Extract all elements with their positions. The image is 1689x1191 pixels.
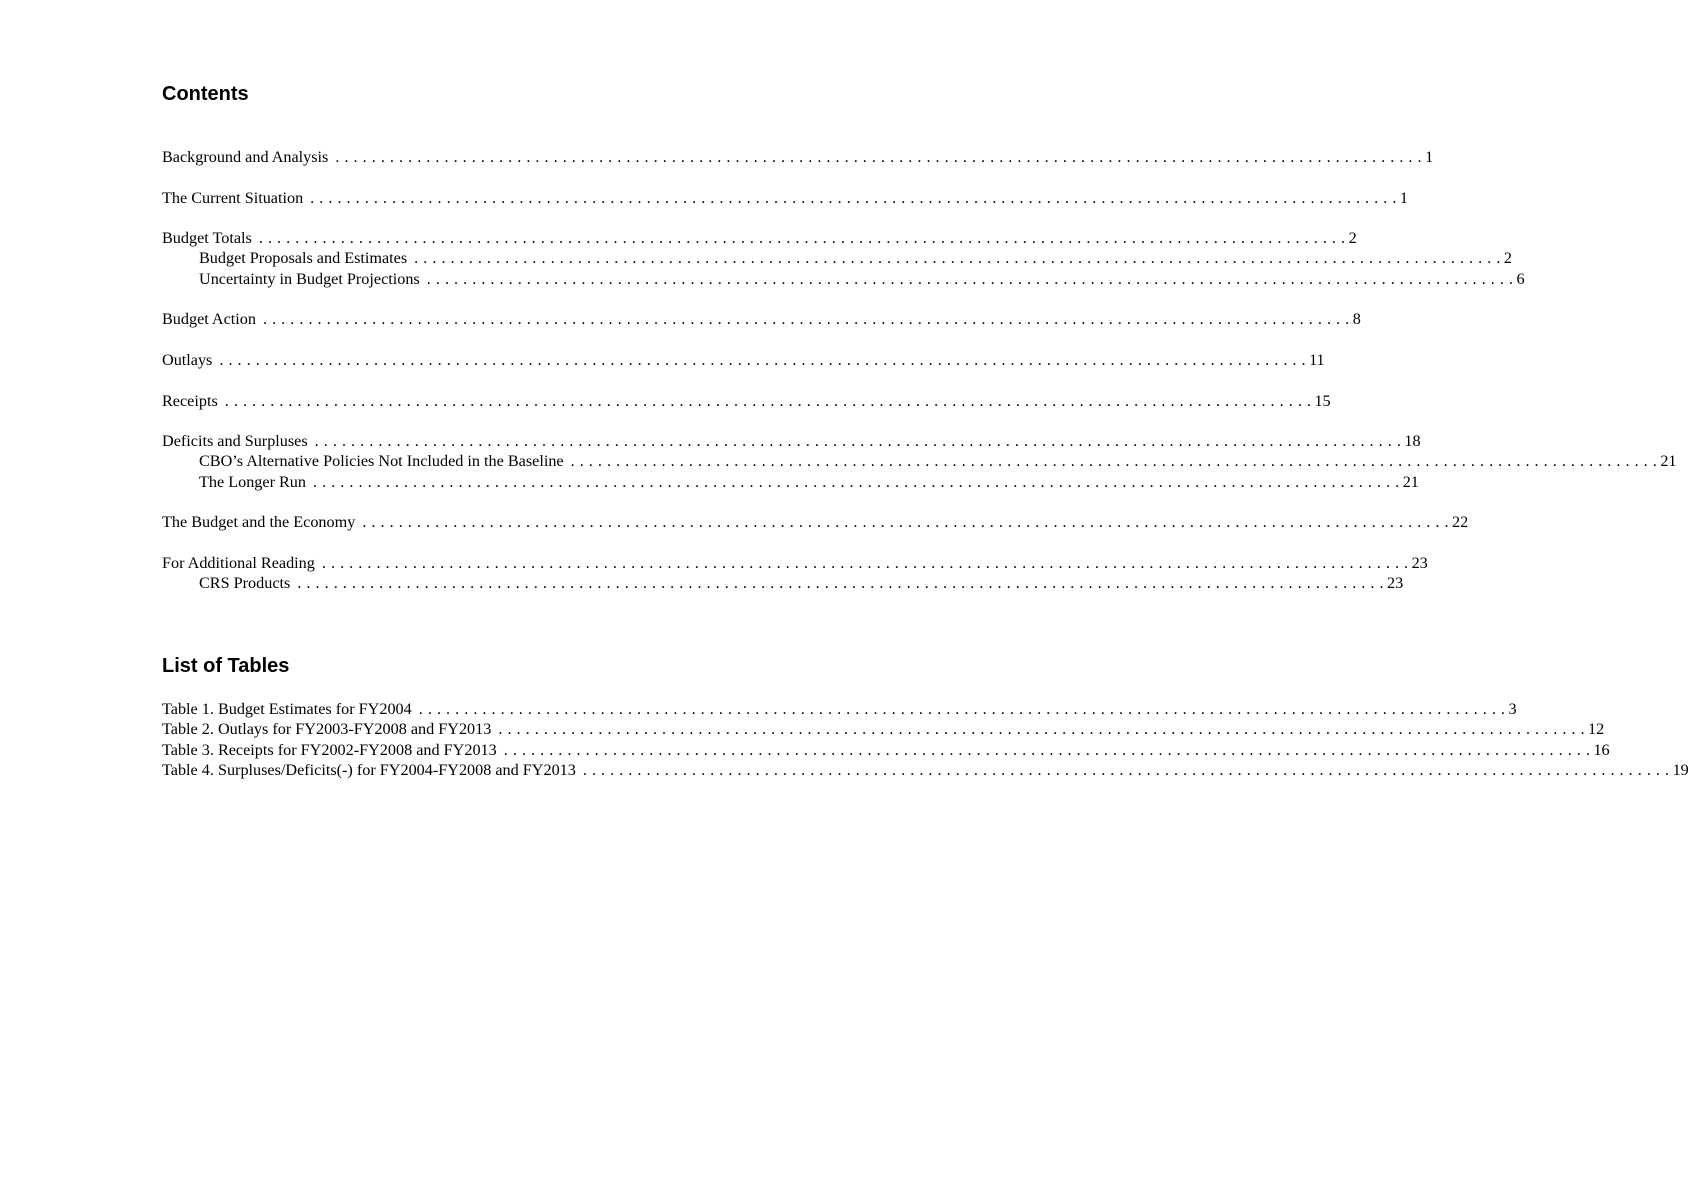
toc-entry-title: For Additional Reading [162,553,315,572]
table-entry[interactable] [162,719,1605,739]
list-of-tables [162,699,1689,780]
dot-leader: . . . . . . . . . . . . . . . . . . . . . . . . . . . . . . . . . . . . . . . . . . . . . . . . . . . . . . . . . . . . . . . . . . . . . . . . . . . . . . . . . . . . . . . . . . . . . . . . . . . . . . . . . . . . . . . . . . . . . . . . [321,553,1409,572]
toc-entry-page: 1 [1425,148,1434,166]
toc-entry-title: Deficits and Surpluses [162,432,308,451]
table-entry-page: 19 [1672,760,1689,779]
toc-entry[interactable] [162,553,1428,573]
dot-leader: . . . . . . . . . . . . . . . . . . . . . . . . . . . . . . . . . . . . . . . . . . . . . . . . . . . . . . . . . . . . . . . . . . . . . . . . . . . . . . . . . . . . . . . . . . . . . . . . . . . . . . . . . . . . . . . . . . . . . . . . [414,249,1501,268]
toc-subentry[interactable] [162,248,1512,268]
dot-leader: . . . . . . . . . . . . . . . . . . . . . . . . . . . . . . . . . . . . . . . . . . . . . . . . . . . . . . . . . . . . . . . . . . . . . . . . . . . . . . . . . . . . . . . . . . . . . . . . . . . . . . . . . . . . . . . . . . . . . . . . [570,452,1658,471]
table-entry-title: Table 4. Surpluses/Deficits(-) for FY2004-FY2008 and FY2013 [162,760,576,779]
toc-entry[interactable] [162,147,1434,167]
toc-entry-page: 23 [1411,553,1428,572]
toc-entry-title: Budget Totals [162,229,252,248]
toc-entry[interactable] [162,228,1357,248]
toc-subentry[interactable] [162,451,1677,471]
dot-leader: . . . . . . . . . . . . . . . . . . . . . . . . . . . . . . . . . . . . . . . . . . . . . . . . . . . . . . . . . . . . . . . . . . . . . . . . . . . . . . . . . . . . . . . . . . . . . . . . . . . . . . . . . . . . . . . . . . . . . . . . [498,720,1586,739]
dot-leader: . . . . . . . . . . . . . . . . . . . . . . . . . . . . . . . . . . . . . . . . . . . . . . . . . . . . . . . . . . . . . . . . . . . . . . . . . . . . . . . . . . . . . . . . . . . . . . . . . . . . . . . . . . . . . . . . . . . . . . . . [258,229,1346,248]
table-entry-title: Table 1. Budget Estimates for FY2004 [162,700,412,718]
table-entry-title: Table 3. Receipts for FY2002-FY2008 and FY2013 [162,740,497,759]
dot-leader: . . . . . . . . . . . . . . . . . . . . . . . . . . . . . . . . . . . . . . . . . . . . . . . . . . . . . . . . . . . . . . . . . . . . . . . . . . . . . . . . . . . . . . . . . . . . . . . . . . . . . . . . . . . . . . . . . . . . . . . . [426,269,1514,288]
toc-entry-page: 8 [1352,310,1361,329]
toc-entry-title: CBO’s Alternative Policies Not Included in the Baseline [199,452,564,471]
toc-entry-page: 1 [1399,188,1408,207]
list-of-tables-heading: List of Tables [162,655,290,677]
toc-entry-title: The Budget and the Economy [162,513,356,532]
table-entry[interactable] [162,760,1689,780]
dot-leader: . . . . . . . . . . . . . . . . . . . . . . . . . . . . . . . . . . . . . . . . . . . . . . . . . . . . . . . . . . . . . . . . . . . . . . . . . . . . . . . . . . . . . . . . . . . . . . . . . . . . . . . . . . . . . . . . . . . . . . . . [313,472,1400,491]
toc-entry-page: 22 [1452,513,1469,532]
contents-heading: Contents [162,83,249,105]
toc-entry-title: CRS Products [199,574,291,593]
dot-leader: . . . . . . . . . . . . . . . . . . . . . . . . . . . . . . . . . . . . . . . . . . . . . . . . . . . . . . . . . . . . . . . . . . . . . . . . . . . . . . . . . . . . . . . . . . . . . . . . . . . . . . . . . . . . . . . . . . . . . . . . [418,700,1506,718]
toc-entry-title: The Longer Run [199,472,306,491]
dot-leader: . . . . . . . . . . . . . . . . . . . . . . . . . . . . . . . . . . . . . . . . . . . . . . . . . . . . . . . . . . . . . . . . . . . . . . . . . . . . . . . . . . . . . . . . . . . . . . . . . . . . . . . . . . . . . . . . . . . . . . . . [224,391,1312,410]
table-entry[interactable] [162,740,1610,760]
table-entry-page: 16 [1593,740,1610,759]
toc-entry[interactable] [162,431,1421,451]
toc-entry-page: 23 [1387,574,1404,593]
toc-entry-title: Background and Analysis [162,148,329,166]
table-entry-page: 3 [1508,700,1517,718]
dot-leader: . . . . . . . . . . . . . . . . . . . . . . . . . . . . . . . . . . . . . . . . . . . . . . . . . . . . . . . . . . . . . . . . . . . . . . . . . . . . . . . . . . . . . . . . . . . . . . . . . . . . . . . . . . . . . . . . . . . . . . . . [262,310,1350,329]
table-entry-page: 12 [1588,720,1605,739]
toc-entry-page: 11 [1309,350,1325,369]
toc-subentry[interactable] [162,472,1419,492]
toc-entry-title: Budget Proposals and Estimates [199,249,408,268]
toc-entry-page: 6 [1516,269,1525,288]
toc-entry-title: Budget Action [162,310,256,329]
table-entry[interactable] [162,699,1517,719]
toc-entry-title: Uncertainty in Budget Projections [199,269,420,288]
toc-entry-title: Receipts [162,391,218,410]
dot-leader: . . . . . . . . . . . . . . . . . . . . . . . . . . . . . . . . . . . . . . . . . . . . . . . . . . . . . . . . . . . . . . . . . . . . . . . . . . . . . . . . . . . . . . . . . . . . . . . . . . . . . . . . . . . . . . . . . . . . . . . . [219,350,1307,369]
table-entry-title: Table 2. Outlays for FY2003-FY2008 and FY2013 [162,720,492,739]
contents-list [162,147,1677,594]
toc-entry-page: 21 [1660,452,1677,471]
toc-entry-page: 18 [1404,432,1421,451]
dot-leader: . . . . . . . . . . . . . . . . . . . . . . . . . . . . . . . . . . . . . . . . . . . . . . . . . . . . . . . . . . . . . . . . . . . . . . . . . . . . . . . . . . . . . . . . . . . . . . . . . . . . . . . . . . . . . . . . . . . . . . . . [310,188,1397,207]
dot-leader: . . . . . . . . . . . . . . . . . . . . . . . . . . . . . . . . . . . . . . . . . . . . . . . . . . . . . . . . . . . . . . . . . . . . . . . . . . . . . . . . . . . . . . . . . . . . . . . . . . . . . . . . . . . . . . . . . . . . . . . . [297,574,1385,593]
toc-entry[interactable] [162,309,1361,329]
dot-leader: . . . . . . . . . . . . . . . . . . . . . . . . . . . . . . . . . . . . . . . . . . . . . . . . . . . . . . . . . . . . . . . . . . . . . . . . . . . . . . . . . . . . . . . . . . . . . . . . . . . . . . . . . . . . . . . . . . . . . . . . [314,432,1402,451]
toc-entry-page: 2 [1348,229,1357,248]
dot-leader: . . . . . . . . . . . . . . . . . . . . . . . . . . . . . . . . . . . . . . . . . . . . . . . . . . . . . . . . . . . . . . . . . . . . . . . . . . . . . . . . . . . . . . . . . . . . . . . . . . . . . . . . . . . . . . . . . . . . . . . . [582,760,1670,779]
toc-entry[interactable] [162,512,1469,532]
dot-leader: . . . . . . . . . . . . . . . . . . . . . . . . . . . . . . . . . . . . . . . . . . . . . . . . . . . . . . . . . . . . . . . . . . . . . . . . . . . . . . . . . . . . . . . . . . . . . . . . . . . . . . . . . . . . . . . . . . . . . . . . [362,513,1450,532]
dot-leader: . . . . . . . . . . . . . . . . . . . . . . . . . . . . . . . . . . . . . . . . . . . . . . . . . . . . . . . . . . . . . . . . . . . . . . . . . . . . . . . . . . . . . . . . . . . . . . . . . . . . . . . . . . . . . . . . . . . . . . . . [503,740,1591,759]
dot-leader: . . . . . . . . . . . . . . . . . . . . . . . . . . . . . . . . . . . . . . . . . . . . . . . . . . . . . . . . . . . . . . . . . . . . . . . . . . . . . . . . . . . . . . . . . . . . . . . . . . . . . . . . . . . . . . . . . . . . . . . . [335,148,1423,166]
toc-entry-title: Outlays [162,350,213,369]
toc-entry-page: 15 [1314,391,1331,410]
toc-entry[interactable] [162,391,1331,411]
toc-entry-title: The Current Situation [162,188,304,207]
toc-entry-page: 21 [1402,472,1419,491]
toc-entry[interactable] [162,188,1408,208]
toc-subentry[interactable] [162,573,1404,593]
toc-entry[interactable] [162,350,1325,370]
toc-subentry[interactable] [162,269,1525,289]
toc-entry-page: 2 [1503,249,1512,268]
